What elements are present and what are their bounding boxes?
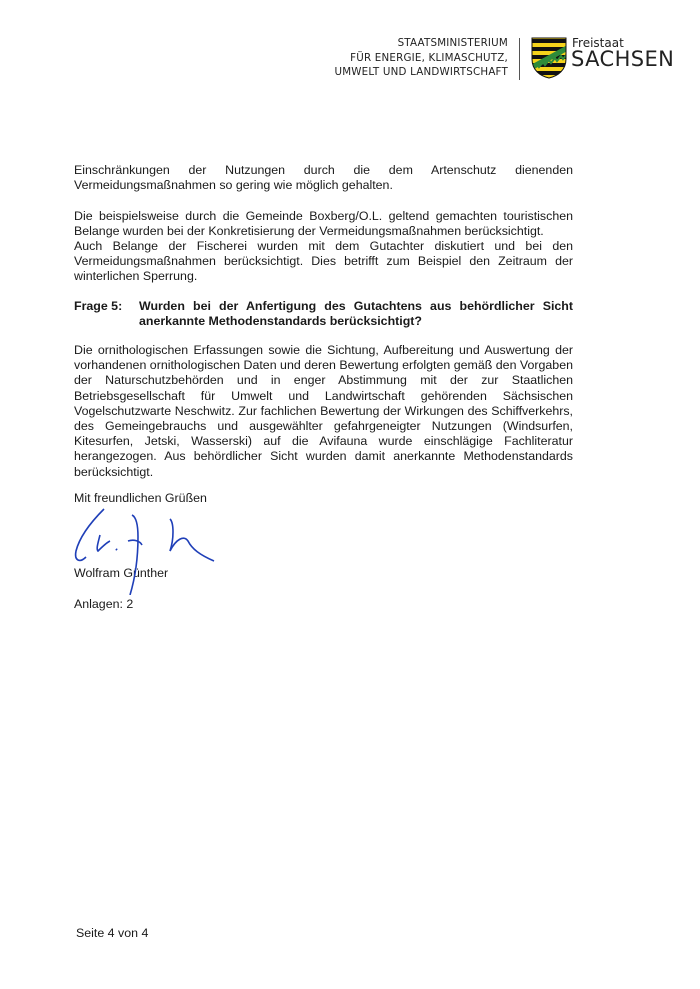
paragraph-2 [74,209,573,239]
name-text: Wolfram Günther [74,566,169,580]
saxony-coat-of-arms-icon [531,37,567,79]
greeting-text: Mit freundlichen Grüßen [74,491,207,505]
closing-greeting [74,491,573,506]
paragraph-text: Die ornithologischen Erfassungen sowie die Sichtung, Aufbereitung und Auswertung der vorhandenen ornithologischen Daten und deren Bewertung erfolgten gemäß den Vorgaben der Naturschutzbehörden und in enger Abstimmung mit der zur Staatlichen Betriebsgesellschaft für Umwelt und Landwirtschaft gehörenden Sächsischen Vogelschutzwarte Neschwitz. Zur fachlichen Bewertung der Wirkungen des Schiffverkehrs, des Gemeingebrauchs und ausgewählter gefahrgeneigter Nutzungen (Windsurfen, Kitesurfen, Jetski, Wasserski) auf die Avifauna wurde einschlägige Fachliteratur herangezogen. Aus behördlicher Sicht wurden damit anerkannte Methodenstandards berücksichtigt. [74,343,573,479]
question-text: Wurden bei der Anfertigung des Gutachtens aus behördlicher Sicht anerkannte Methodenstandards berücksichtigt? [139,299,573,329]
question-label: Frage 5: [74,299,123,313]
header-divider [519,38,520,80]
ministry-name [334,36,508,80]
paragraph-3 [74,239,573,285]
ministry-line: STAATSMINISTERIUM [397,37,508,49]
brand-sachsen: SACHSEN [571,47,675,71]
paragraph-line: Vermeidungsmaßnahmen so gering wie möglich gehalten. [74,178,393,193]
page-number: Seite 4 von 4 [76,926,149,940]
paragraph-1 [74,163,573,193]
ministry-line: FÜR ENERGIE, KLIMASCHUTZ, [350,51,508,64]
paragraph-4 [74,343,573,480]
paragraph-text: Die beispielsweise durch die Gemeinde Boxberg/O.L. geltend gemachten touristischen Belange wurden bei der Konkretisierung der Vermeidungsmaßnahmen berücksichtigt. [74,209,573,239]
letterhead [0,36,700,86]
ministry-line: UMWELT UND LANDWIRTSCHAFT [334,66,508,79]
brand-freistaat: Freistaat [572,36,624,50]
attachments [74,597,573,612]
paragraph-line: Einschränkungen der Nutzungen durch die dem Artenschutz dienenden [74,163,573,177]
attachments-text: Anlagen: 2 [74,597,134,611]
handwritten-signature [66,505,226,595]
paragraph-text: Auch Belange der Fischerei wurden mit dem Gutachter diskutiert und bei den Vermeidungsmaßnahmen berücksichtigt. Dies betrifft zum Beispiel den Zeitraum der winterlichen Sperrung. [74,239,573,284]
